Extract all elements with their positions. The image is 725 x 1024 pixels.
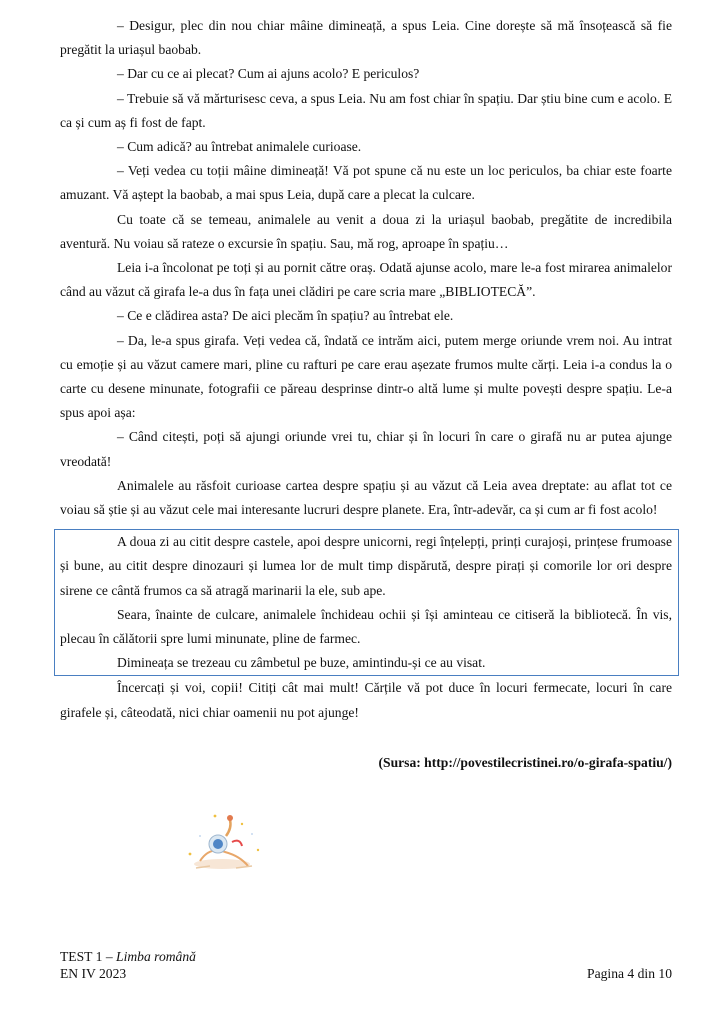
- footer-test-prefix: TEST 1 –: [60, 949, 117, 964]
- paragraph: Dimineața se trezeau cu zâmbetul pe buze, amintindu-și ce au visat.: [117, 655, 486, 671]
- giraffe-astronaut-illustration-icon: [170, 806, 280, 886]
- story-text: [60, 14, 672, 775]
- page-number: Pagina 4 din 10: [587, 966, 672, 981]
- footer-exam: EN IV 2023: [60, 966, 127, 981]
- paragraph: – Desigur, plec din nou chiar mâine dimineață, a spus Leia. Cine dorește să mă însoțească să fie pregătit la uriașul baobab.: [60, 18, 672, 58]
- story-paragraphs-top: [60, 14, 672, 522]
- paragraph: A doua zi au citit despre castele, apoi despre unicorni, regi înțelepți, prinți curajoși, prințese frumoase și bune, au citit despre dinozauri și lumea lor de mult timp dispărută, despre pirați și comorile lor ori despre sirene ce cântă frumos ca să atragă marinarii la ele, sub ape.: [60, 534, 672, 598]
- paragraph: – Da, le-a spus girafa. Veți vedea că, îndată ce intrăm aici, putem merge oriunde vrem noi. Au intrat cu emoție și au văzut camere mari, pline cu rafturi pe care erau așezate frumos multe cărți. Leia i-a condus la o carte cu desene minunate, fotografii ce păreau desprinse dintr-o altă lume și multe povești despre spațiu. Le-a spus apoi așa:: [60, 332, 672, 421]
- paragraph: – Dar cu ce ai plecat? Cum ai ajuns acolo? E periculos?: [117, 66, 420, 82]
- paragraph: Cu toate că se temeau, animalele au venit a doua zi la uriașul baobab, pregătite de incredibila aventură. Nu voiau să rateze o excursie în spațiu. Sau, mă rog, aproape în spațiu…: [60, 211, 672, 251]
- footer-test-line: [60, 948, 672, 965]
- paragraph: – Când citești, poți să ajungi oriunde vrei tu, chiar și în locuri în care o girafă nu ar putea ajunge vreodată!: [60, 429, 672, 469]
- paragraph: – Cum adică? au întrebat animalele curioase.: [117, 139, 362, 155]
- paragraph: Leia i-a încolonat pe toți și au pornit către oraș. Odată ajunse acolo, mare le-a fost mirarea animalelor când au văzut că girafa le-a dus în fața unei clădiri pe care scria mare „BIBLIOTECĂ”.: [60, 260, 672, 300]
- paragraph: – Ce e clădirea asta? De aici plecăm în spațiu? au întrebat ele.: [117, 308, 454, 324]
- paragraph: Animalele au răsfoit curioase cartea despre spațiu și au văzut că Leia avea dreptate: au aflat tot ce voiau să știe și au văzut cele mai interesante lucruri despre planete. Era, într-adevăr, ca și cum ar fi fost acolo!: [60, 477, 672, 518]
- paragraph: – Trebuie să vă mărturisesc ceva, a spus Leia. Nu am fost chiar în spațiu. Dar știu bine cum e acolo. E ca și cum aș fi fost de fapt.: [60, 90, 672, 130]
- paragraph: – Veți vedea cu toții mâine dimineață! Vă pot spune că nu este un loc periculos, ba chiar este foarte amuzant. Vă aștept la baobab, a mai spus Leia, după care a plecat la culcare.: [60, 163, 672, 203]
- paragraph: Seara, înainte de culcare, animalele închideau ochii și își aminteau ce citiseră la bibliotecă. În vis, plecau în călătorii spre lumi minunate, pline de farmec.: [60, 606, 672, 647]
- footer-subject: Limba română: [116, 949, 196, 964]
- closing-paragraph: Încercați și voi, copii! Citiți cât mai mult! Cărțile vă pot duce în locuri fermecate, locuri în care girafele și, câteodată, nici chiar oamenii nu pot ajunge!: [60, 680, 672, 720]
- highlighted-excerpt-box: [54, 529, 679, 676]
- source-citation: (Sursa: http://povestilecristinei.ro/o-girafa-spatiu/): [378, 754, 672, 770]
- page-footer: [60, 948, 672, 982]
